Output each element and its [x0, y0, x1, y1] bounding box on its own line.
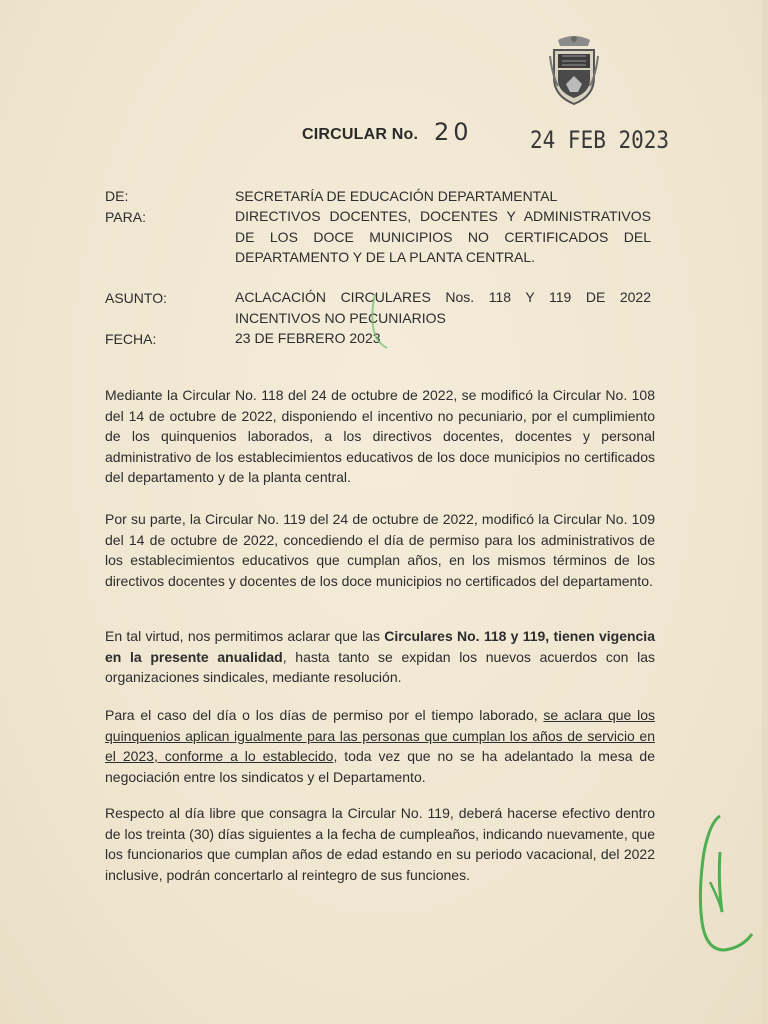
- asunto-label: ASUNTO:: [105, 290, 167, 306]
- de-label: DE:: [105, 188, 129, 204]
- paragraph-1: Mediante la Circular No. 118 del 24 de octubre de 2022, se modificó la Circular No. 108 del 14 de octubre de 2022, disponiendo el incentivo no pecuniario, por el cumplimiento de los quinquenios laborados, a los directivos docentes, docentes y personal administrativo de los establecimientos educativos de los doce municipios no certificados del departamento y de la planta central.: [105, 387, 655, 486]
- de-value: SECRETARÍA DE EDUCACIÓN DEPARTAMENTAL: [235, 188, 558, 204]
- paragraph-3-start: En tal virtud, nos permitimos aclarar que las: [105, 628, 385, 644]
- paragraph-4-start: Para el caso del día o los días de permiso por el tiempo laborado,: [105, 707, 544, 723]
- fecha-value: 23 DE FEBRERO 2023: [235, 330, 381, 346]
- coat-of-arms-seal: [548, 34, 600, 106]
- paragraph-4-end: , toda vez que no se ha adelantado la mesa de negociación entre los sindicatos y el Departamento.: [105, 748, 655, 785]
- green-check-mark: [680, 812, 760, 962]
- paragraph-3-end: , hasta tanto se expidan los nuevos acuerdos con las organizaciones sindicales, mediante resolución.: [105, 648, 655, 686]
- para-label: PARA:: [105, 209, 146, 225]
- paragraph-2: Por su parte, la Circular No. 119 del 24 de octubre de 2022, modificó la Circular No. 109 del 14 de octubre de 2022, concediendo el día de permiso para los administrativos de los establecimientos educativos que cumplan años, en los mismos términos de los directivos docentes y docentes de los doce municipios no certificados del departamento.: [105, 511, 655, 589]
- para-value: DIRECTIVOS DOCENTES, DOCENTES Y ADMINISTRATIVOS DE LOS DOCE MUNICIPIOS NO CERTIFICADOS DEL DEPARTAMENTO Y DE LA PLANTA CENTRAL.: [235, 208, 651, 265]
- paragraph-3: [105, 626, 655, 688]
- asunto-value: ACLACACIÓN CIRCULARES Nos. 118 Y 119 DE 2022 INCENTIVOS NO PECUNIARIOS: [235, 289, 651, 326]
- page-edge: [762, 0, 768, 1024]
- fecha-label: FECHA:: [105, 331, 157, 347]
- circular-title: CIRCULAR No.: [302, 126, 419, 143]
- pen-mark: [363, 292, 393, 352]
- paragraph-3-bold: Circulares No. 118 y 119, tienen vigencia en la presente anualidad: [105, 628, 655, 665]
- paragraph-4-underlined: se aclara que los quinquenios aplican igualmente para las personas que cumplan los años de servicio en el 2023, conforme a lo establecido: [105, 707, 655, 765]
- paragraph-5: Respecto al día libre que consagra la Circular No. 119, deberá hacerse efectivo dentro de los treinta (30) días siguientes a la fecha de cumpleaños, indicando nuevamente, que los funcionarios que cumplan años de edad estando en su periodo vacacional, del 2022 inclusive, podrán concertarlo al reintegro de sus funciones.: [105, 805, 655, 883]
- circular-number: 20: [434, 118, 473, 146]
- paragraph-4: [105, 705, 655, 787]
- date-stamp: 24 FEB 2023: [530, 126, 670, 154]
